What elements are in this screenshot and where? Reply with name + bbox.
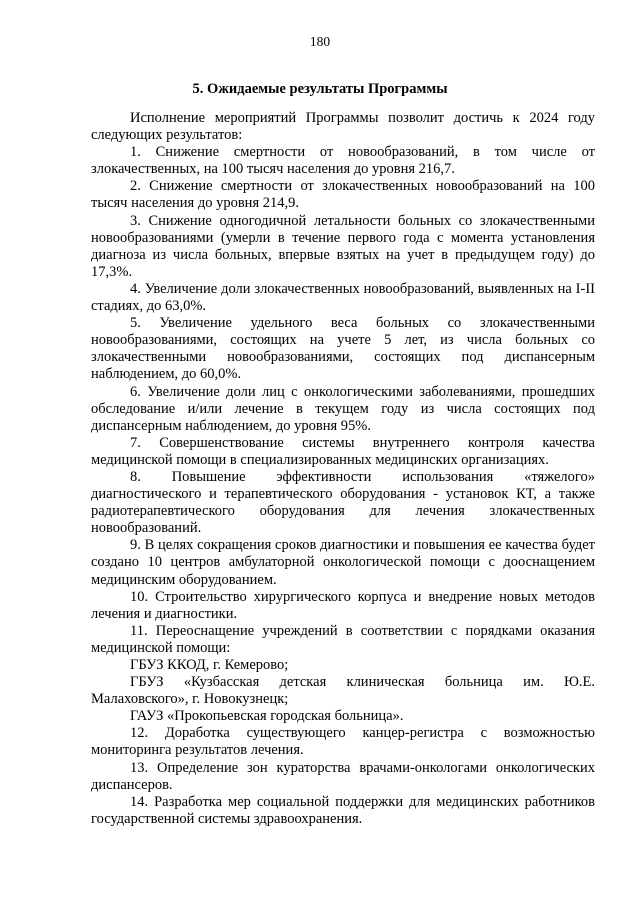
result-item-14: 14. Разработка мер социальной поддержки для медицинских работников государственной системы здравоохранения.	[91, 793, 595, 827]
result-item-6: 6. Увеличение доли лиц с онкологическими заболеваниями, прошедших обследование и/или лечение в текущем году из числа состоящих под диспансерным наблюдением, до уровня 95%.	[91, 383, 595, 434]
result-item-3: 3. Снижение одногодичной летальности больных со злокачественными новообразованиями (умерли в течение первого года с момента установления диагноза из числа больных, впервые взятых на учет в предыдущем году) до 17,3%.	[91, 212, 595, 280]
result-item-9: 9. В целях сокращения сроков диагностики и повышения ее качества будет создано 10 центров амбулаторной онкологической помощи с дооснащением медицинским оборудованием.	[91, 537, 595, 588]
result-item-8: 8. Повышение эффективности использования «тяжелого» диагностического и терапевтического оборудования - установок КТ, а также радиотерапевтического оборудования для лечения злокачественных новообразований.	[91, 468, 595, 537]
institution-kkod: ГБУЗ ККОД, г. Кемерово;	[130, 657, 289, 673]
intro-paragraph: Исполнение мероприятий Программы позволит достичь к 2024 году следующих результатов:	[91, 110, 595, 144]
result-item-13: 13. Определение зон кураторства врачами-онкологами онкологических диспансеров.	[91, 759, 595, 793]
institution-childrens-hospital: ГБУЗ «Кузбасская детская клиническая больница им. Ю.Е. Малаховского», г. Новокузнецк;	[91, 674, 595, 708]
institution-prokopyevsk-hospital: ГАУЗ «Прокопьевская городская больница».	[130, 708, 404, 725]
result-item-4: 4. Увеличение доли злокачественных новообразований, выявленных на I-II стадиях, до 63,0%.	[91, 280, 595, 315]
result-item-11: 11. Переоснащение учреждений в соответствии с порядками оказания медицинской помощи:	[91, 622, 595, 656]
document-body	[91, 110, 595, 828]
result-item-10: 10. Строительство хирургического корпуса и внедрение новых методов лечения и диагностики.	[91, 588, 595, 622]
result-item-7: 7. Совершенствование системы внутреннего контроля качества медицинской помощи в специализированных медицинских организациях.	[91, 434, 595, 468]
result-item-5: 5. Увеличение удельного веса больных со злокачественными новообразованиями, состоящих на учете 5 лет, из числа больных со злокачественными новообразованиями, состоящих под диспансерным наблюдением, до 60,0%.	[91, 315, 595, 383]
section-heading: 5. Ожидаемые результаты Программы	[192, 81, 448, 97]
result-item-2: 2. Снижение смертности от злокачественных новообразований на 100 тысяч населения до уровня 214,9.	[91, 178, 595, 212]
result-item-1: 1. Снижение смертности от новообразований, в том числе от злокачественных, на 100 тысяч населения до уровня 216,7.	[91, 144, 595, 178]
page-number: 180	[309, 34, 331, 49]
result-item-12: 12. Доработка существующего канцер-регистра с возможностью мониторинга результатов лечения.	[91, 725, 595, 759]
